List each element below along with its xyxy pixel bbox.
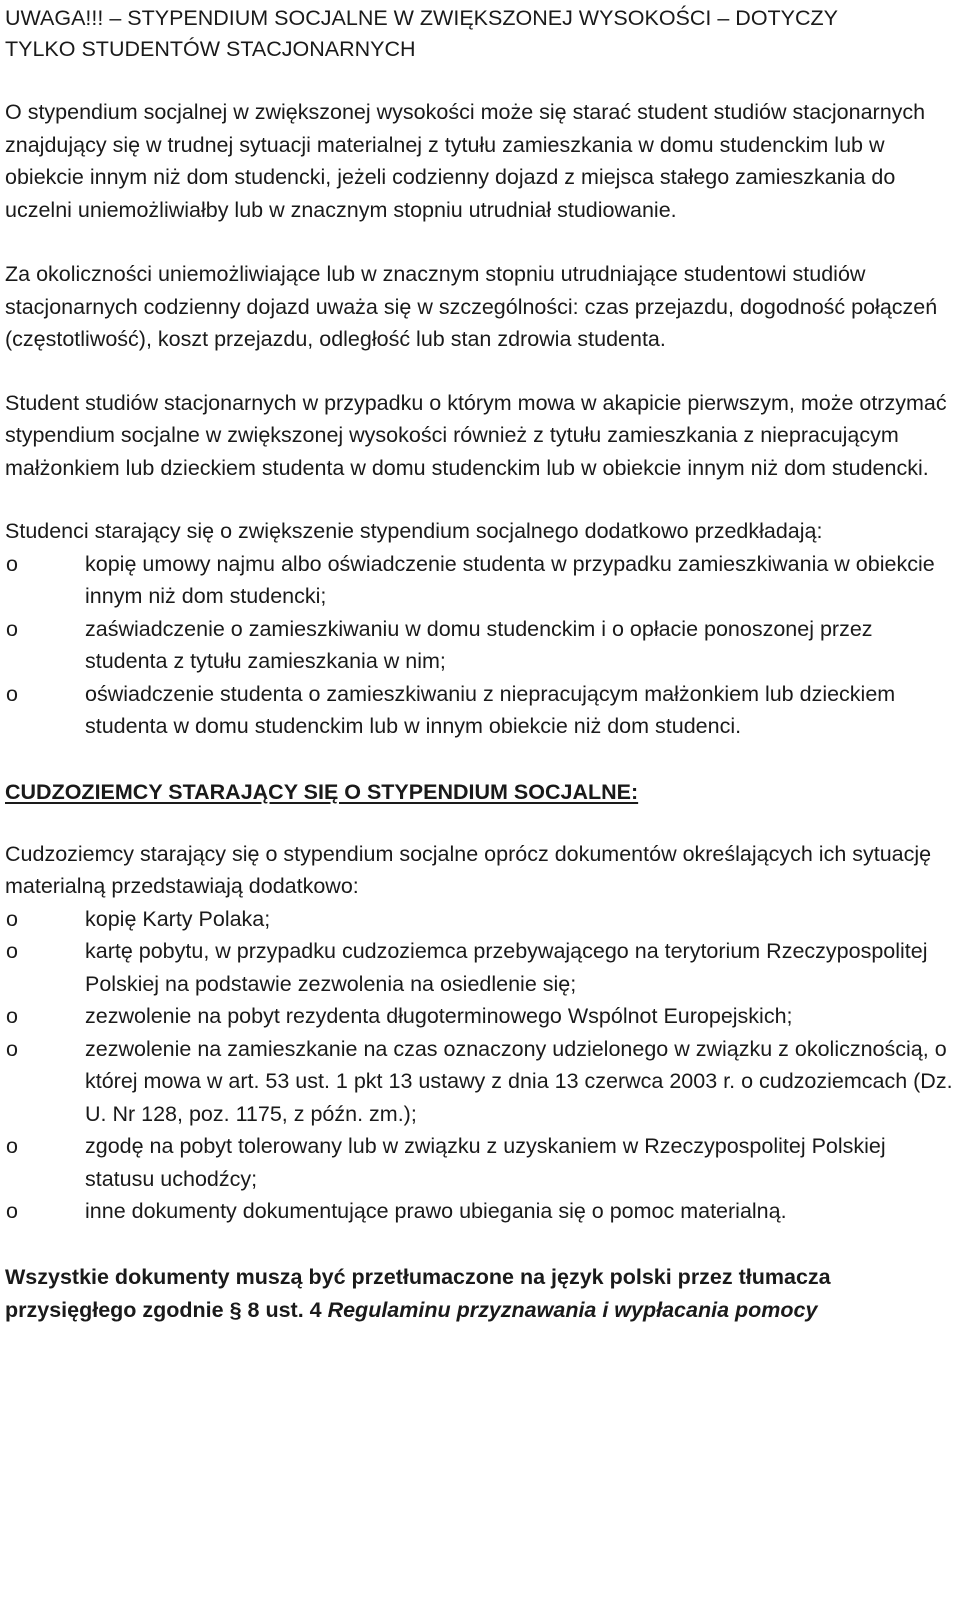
list-item — [5, 935, 955, 1000]
list-item — [5, 548, 955, 613]
list-item-text: kopię Karty Polaka; — [85, 906, 271, 931]
bullet-marker: o — [6, 1004, 18, 1028]
document-heading — [5, 3, 955, 65]
bullet-marker: o — [6, 1036, 18, 1061]
required-documents-list — [5, 548, 955, 743]
bullet-marker: o — [6, 616, 18, 641]
paragraph-eligibility: O stypendium socjalnej w zwiększonej wysokości może się starać student studiów stacjonarnych znajdujący się w trudnej sytuacji materialnej z tytułu zamieszkania w domu studenckim lub w obiekcie innym niż dom studencki, jeżeli codzienny dojazd z miejsca stałego zamieszkania do uczelni uniemożliwiałby lub w znacznym stopniu utrudniał studiowanie. — [5, 100, 926, 222]
paragraph-circumstances: Za okoliczności uniemożliwiające lub w znacznym stopniu utrudniające studentowi studiów stacjonarnych codzienny dojazd uważa się w szczególności: czas przejazdu, dogodność połączeń (częstotliwość), koszt przejazdu, odległość lub stan zdrowia studenta. — [5, 262, 938, 351]
paragraph-required-documents-intro: Studenci starający się o zwiększenie stypendium socjalnego dodatkowo przedkładają: — [5, 519, 823, 543]
bullet-marker: o — [6, 1199, 18, 1223]
list-item-text: inne dokumenty dokumentujące prawo ubiegania się o pomoc materialną. — [85, 1199, 787, 1223]
note-italic-text: Regulaminu przyznawania i wypłacania pomocy — [327, 1297, 818, 1322]
list-item-text: oświadczenie studenta o zamieszkiwaniu z niepracującym małżonkiem lub dzieckiem studenta w domu studenckim lub w innym obiekcie niż dom studenci. — [85, 681, 896, 738]
heading-line-1: UWAGA!!! – STYPENDIUM SOCJALNE W ZWIĘKSZONEJ WYSOKOŚCI – DOTYCZY — [5, 6, 839, 30]
bullet-marker: o — [6, 1134, 18, 1158]
bullet-marker: o — [6, 906, 18, 931]
list-item-text: kartę pobytu, w przypadku cudzoziemca przebywającego na terytorium Rzeczypospolitej Polskiej na podstawie zezwolenia na osiedlenie się; — [85, 939, 928, 996]
bullet-marker: o — [6, 551, 18, 576]
list-item — [5, 1130, 955, 1195]
list-item-text: zaświadczenie o zamieszkiwaniu w domu studenckim i o opłacie ponoszonej przez studenta z tytułu zamieszkania w nim; — [85, 616, 873, 673]
paragraph-foreigners-intro: Cudzoziemcy starający się o stypendium socjalne oprócz dokumentów określających ich sytuację materialną przedstawiają dodatkowo: — [5, 841, 932, 898]
list-item — [5, 1195, 955, 1228]
list-item-text: kopię umowy najmu albo oświadczenie studenta w przypadku zamieszkiwania w obiekcie innym niż dom studencki; — [85, 551, 935, 608]
document-page — [5, 0, 955, 1327]
list-item — [5, 1033, 955, 1131]
section-title-foreigners: CUDZOZIEMCY STARAJĄCY SIĘ O STYPENDIUM SOCJALNE: — [5, 779, 639, 804]
list-item — [5, 1000, 955, 1033]
list-item-text: zgodę na pobyt tolerowany lub w związku z uzyskaniem w Rzeczypospolitej Polskiej statusu uchodźcy; — [85, 1134, 886, 1191]
heading-line-2: TYLKO STUDENTÓW STACJONARNYCH — [5, 37, 416, 61]
list-item — [5, 903, 955, 936]
list-item-text: zezwolenie na zamieszkanie na czas oznaczony udzielonego w związku z okolicznością, o której mowa w art. 53 ust. 1 pkt 13 ustawy z dnia 13 czerwca 2003 r. o cudzoziemcach (Dz. U. Nr 128, poz. 1175, z późn. zm.); — [85, 1036, 953, 1126]
list-item — [5, 678, 955, 743]
paragraph-spouse-child: Student studiów stacjonarnych w przypadku o którym mowa w akapicie pierwszym, może otrzymać stypendium socjalne w zwiększonej wysokości również z tytułu zamieszkania z niepracującym małżonkiem lub dzieckiem studenta w domu studenckim lub w obiekcie innym niż dom studencki. — [5, 390, 947, 480]
bullet-marker: o — [6, 681, 18, 706]
list-item-text: zezwolenie na pobyt rezydenta długoterminowego Wspólnot Europejskich; — [85, 1004, 793, 1028]
foreigners-documents-list — [5, 903, 955, 1228]
translation-requirement-note — [5, 1261, 955, 1327]
list-item — [5, 613, 955, 678]
note-bold-text: Wszystkie dokumenty muszą być przetłumaczone na język polski przez tłumacza przysięgłego zgodnie § 8 ust. 4 — [5, 1264, 831, 1322]
bullet-marker: o — [6, 939, 18, 963]
